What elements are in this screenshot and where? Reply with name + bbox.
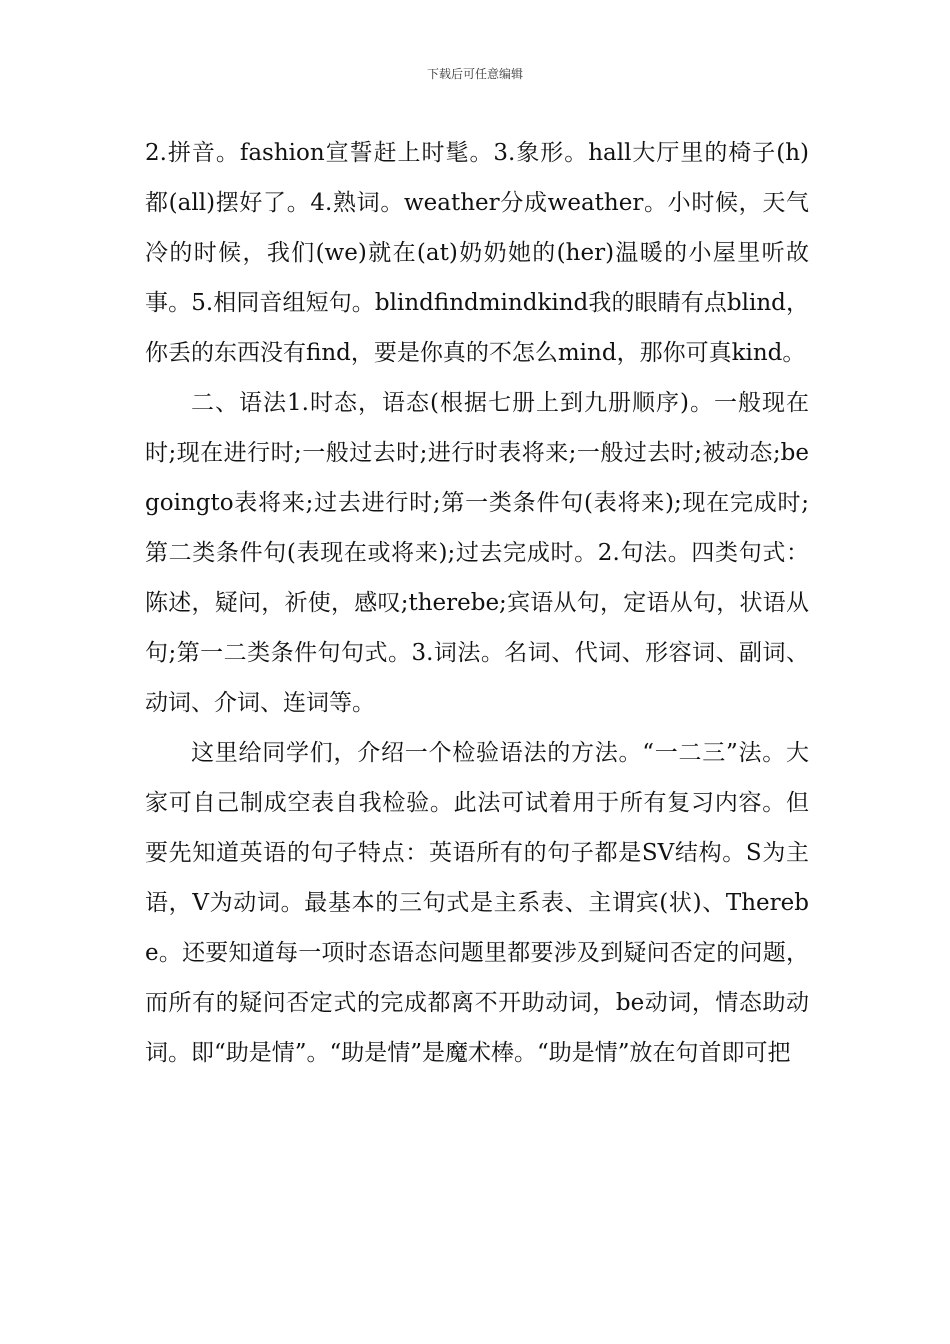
paragraph-grammar: 二、语法1.时态，语态(根据七册上到九册顺序)。一般现在时;现在进行时;一般过去时;进行时表将来;一般过去时;被动态;begoingto表将来;过去进行时;第一类条件句(表将来);现在完成时;第二类条件句(表现在或将来);过去完成时。2.句法。四类句式：陈述，疑问，祈使，感叹;therebe;宾语从句，定语从句，状语从句;第一二类条件句句式。3.词法。名词、代词、形容词、副词、动词、介词、连词等。: [145, 390, 809, 716]
paragraph-method: 这里给同学们，介绍一个检验语法的方法。“一二三”法。大家可自己制成空表自我检验。此法可试着用于所有复习内容。但要先知道英语的句子特点：英语所有的句子都是SV结构。S为主语，V为动词。最基本的三句式是主系表、主谓宾(状)、Therebe。还要知道每一项时态语态问题里都要涉及到疑问否定的问题，而所有的疑问否定式的完成都离不开助动词，be动词，情态助动词。即“助是情”。“助是情”是魔术棒。“助是情”放在句首即可把: [145, 740, 809, 1066]
paragraph-mnemonics: 2.拼音。fashion宣誓赶上时髦。3.象形。hall大厅里的椅子(h)都(all)摆好了。4.熟词。weather分成weather。小时候，天气冷的时候，我们(we)就在(at)奶奶她的(her)温暖的小屋里听故事。5.相同音组短句。blindfindmindkind我的眼睛有点blind，你丢的东西没有find，要是你真的不怎么mind，那你可真kind。: [145, 140, 809, 366]
document-body: [145, 128, 809, 1078]
page-header: 下载后可任意编辑: [426, 67, 523, 81]
